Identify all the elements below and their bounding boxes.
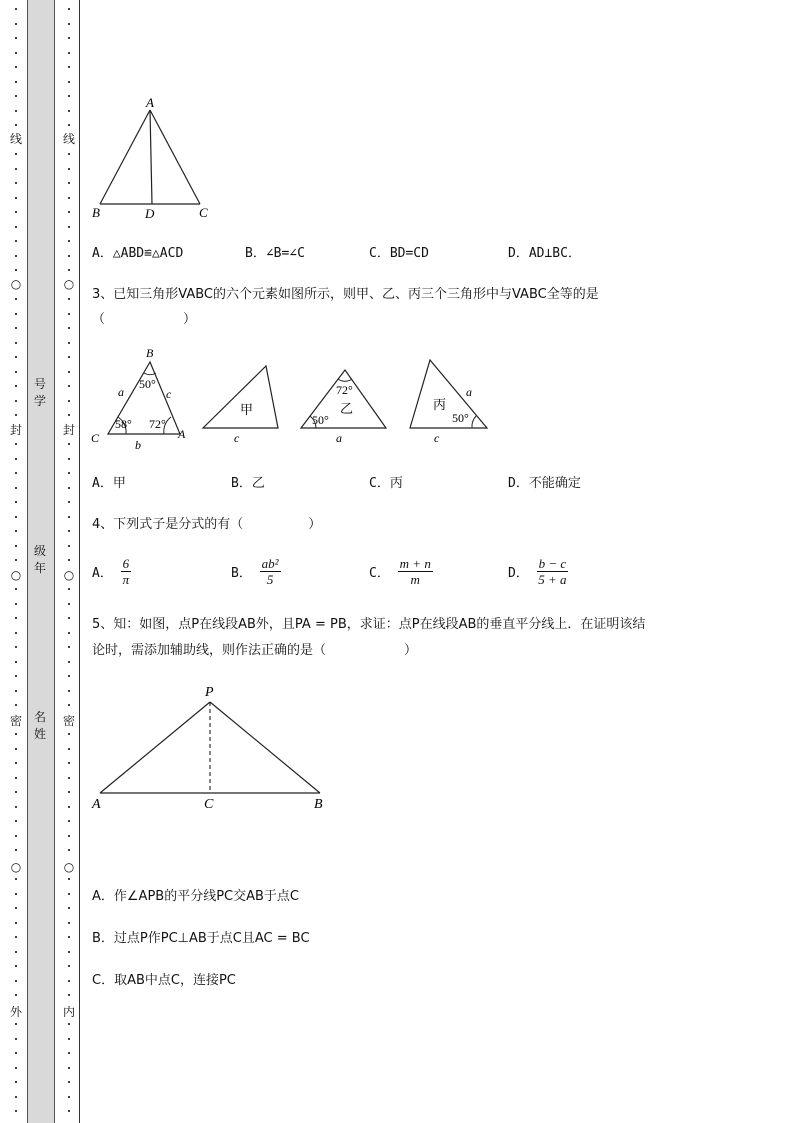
binding-dot — [68, 168, 70, 170]
binding-dot — [15, 385, 17, 387]
q3-stem-line2: （ ） — [92, 312, 197, 327]
binding-dot — [15, 458, 17, 460]
binding-dot — [15, 153, 17, 155]
binding-dot — [68, 124, 70, 126]
q3-option-b: B．乙 — [231, 476, 265, 491]
binding-dot — [15, 1081, 17, 1083]
binding-dot — [15, 704, 17, 706]
binding-dot — [15, 110, 17, 112]
inner-circle-2: ○ — [63, 568, 75, 582]
q4-option-c-label: C． — [369, 566, 390, 581]
q2-label-b: B — [92, 205, 100, 220]
binding-dot — [68, 356, 70, 358]
q2-option-d: D．AD⊥BC． — [508, 246, 581, 261]
q4-option-d — [508, 556, 568, 587]
binding-dot — [15, 603, 17, 605]
binding-dot — [15, 371, 17, 373]
binding-dot — [68, 313, 70, 315]
binding-dot — [68, 487, 70, 489]
binding-border-line — [79, 0, 80, 1123]
binding-dot — [68, 646, 70, 648]
q3-bing-side-c: c — [434, 431, 440, 445]
q4-option-a-numerator: 6 — [122, 556, 130, 571]
binding-dot — [68, 95, 70, 97]
binding-dot — [15, 878, 17, 880]
q4-option-a-fraction — [121, 556, 132, 587]
q5-option-c: C．取AB中点C，连接PC — [92, 973, 236, 988]
binding-dot — [68, 1096, 70, 1098]
q2-label-c: C — [199, 205, 208, 220]
q2-triangle-figure — [88, 92, 218, 222]
binding-dot — [15, 269, 17, 271]
binding-dot — [68, 226, 70, 228]
binding-dot — [68, 458, 70, 460]
outer-circle-2: ○ — [10, 568, 22, 582]
q3-jia-name: 甲 — [240, 402, 254, 417]
q4-option-d-label: D． — [508, 566, 529, 581]
binding-dot — [15, 1067, 17, 1069]
binding-dot — [15, 936, 17, 938]
binding-dot — [68, 994, 70, 996]
binding-dot — [15, 907, 17, 909]
inner-label-mi: 密 — [62, 714, 75, 728]
q4-option-a-label: A． — [92, 566, 113, 581]
q3-main-side-b: b — [135, 438, 141, 452]
binding-dot — [68, 545, 70, 547]
q3-main-label-c: C — [91, 431, 100, 445]
binding-dot — [15, 632, 17, 634]
q4-option-a — [92, 556, 131, 587]
q3-main-label-a: A — [178, 427, 186, 441]
binding-dot — [68, 559, 70, 561]
binding-dot — [15, 646, 17, 648]
q3-option-c: C．丙 — [369, 476, 403, 491]
binding-dot — [68, 530, 70, 532]
binding-dot — [15, 849, 17, 851]
outer-label-feng: 封 — [9, 423, 22, 437]
binding-dot — [68, 617, 70, 619]
binding-dot — [15, 400, 17, 402]
binding-dot — [68, 849, 70, 851]
q5-option-a: A．作∠APB的平分线PC交AB于点C — [92, 889, 300, 904]
binding-dot — [15, 327, 17, 329]
binding-dot — [15, 762, 17, 764]
q2-option-a: A．△ABD≌△ACD — [92, 246, 184, 261]
binding-dot — [15, 8, 17, 10]
binding-dot — [15, 182, 17, 184]
binding-dot — [68, 1081, 70, 1083]
binding-dot — [15, 356, 17, 358]
binding-dot — [15, 23, 17, 25]
binding-dot — [68, 936, 70, 938]
binding-dot — [68, 1110, 70, 1112]
binding-dot — [68, 197, 70, 199]
q2-label-d: D — [145, 206, 155, 221]
q3-main-side-a: a — [118, 385, 124, 399]
binding-dot — [68, 1052, 70, 1054]
binding-dot — [68, 922, 70, 924]
binding-dot — [15, 559, 17, 561]
binding-dot — [15, 733, 17, 735]
binding-dot — [15, 835, 17, 837]
binding-dot — [15, 893, 17, 895]
inner-circle-3: ○ — [63, 860, 75, 874]
binding-dot — [68, 951, 70, 953]
field-name: 名姓 — [33, 710, 46, 741]
binding-dot — [68, 472, 70, 474]
binding-dot — [15, 66, 17, 68]
binding-dot — [15, 1096, 17, 1098]
binding-dot — [68, 820, 70, 822]
q3-yi-name: 乙 — [340, 401, 354, 416]
outer-label-wai: 外 — [9, 1005, 22, 1019]
q5-label-c: C — [204, 797, 214, 812]
q3-main-side-c: c — [166, 387, 172, 401]
binding-dot — [15, 980, 17, 982]
binding-dot — [68, 777, 70, 779]
binding-dot — [15, 211, 17, 213]
inner-circle-1: ○ — [63, 277, 75, 291]
binding-dot — [68, 588, 70, 590]
binding-dot — [15, 472, 17, 474]
binding-dot — [68, 182, 70, 184]
binding-dot — [15, 545, 17, 547]
binding-dot — [68, 81, 70, 83]
q4-stem: 4、下列式子是分式的有（ ） — [92, 517, 322, 532]
inner-label-nei: 内 — [62, 1005, 75, 1019]
binding-dot — [68, 414, 70, 416]
binding-dot — [15, 255, 17, 257]
binding-dot — [68, 1067, 70, 1069]
outer-dotted-line — [13, 0, 19, 1123]
binding-dot — [15, 1038, 17, 1040]
binding-dot — [15, 124, 17, 126]
q5-triangle-figure — [88, 680, 338, 815]
q3-jia-side-c: c — [234, 431, 240, 445]
q5-option-b: B．过点P作PC⊥AB于点C且AC = BC — [92, 931, 310, 946]
q3-main-angle-b: 50° — [139, 377, 156, 391]
binding-dot — [15, 1052, 17, 1054]
binding-dot — [15, 994, 17, 996]
binding-dot — [68, 690, 70, 692]
binding-dot — [15, 197, 17, 199]
q3-main-angle-c: 58° — [115, 417, 132, 431]
binding-dot — [68, 52, 70, 54]
binding-dot — [68, 806, 70, 808]
q4-option-d-fraction — [537, 556, 569, 587]
binding-dot — [68, 748, 70, 750]
q4-option-b-label: B． — [231, 566, 252, 581]
binding-dot — [15, 675, 17, 677]
q5-stem-line1: 5、知：如图，点P在线段AB外，且PA = PB，求证：点P在线段AB的垂直平分线上．在证明该结 — [92, 617, 646, 632]
binding-dot — [15, 777, 17, 779]
binding-dot — [68, 37, 70, 39]
binding-dot — [15, 342, 17, 344]
binding-dot — [68, 240, 70, 242]
q4-option-a-denominator: π — [122, 572, 130, 587]
inner-label-xian: 线 — [62, 132, 75, 146]
binding-dot — [68, 269, 70, 271]
binding-dot — [68, 1038, 70, 1040]
q4-option-d-numerator: b − c — [538, 556, 567, 571]
binding-dot — [15, 1023, 17, 1025]
binding-dot — [15, 81, 17, 83]
binding-dot — [68, 878, 70, 880]
binding-dot — [15, 487, 17, 489]
binding-dot — [15, 820, 17, 822]
binding-dot — [15, 1110, 17, 1112]
binding-dot — [68, 965, 70, 967]
binding-dot — [15, 414, 17, 416]
binding-dot — [68, 385, 70, 387]
binding-dot — [68, 443, 70, 445]
q4-option-b — [231, 556, 281, 587]
q4-option-c-numerator: m + n — [399, 556, 431, 571]
q5-label-a: A — [92, 797, 101, 812]
binding-dot — [15, 791, 17, 793]
binding-dot — [15, 313, 17, 315]
outer-circle-3: ○ — [10, 860, 22, 874]
q2-label-a: A — [146, 95, 154, 110]
q4-option-b-denominator: 5 — [266, 572, 274, 587]
q3-triangles-figure — [88, 342, 498, 454]
binding-dot — [15, 806, 17, 808]
binding-dot — [68, 501, 70, 503]
binding-dot — [15, 168, 17, 170]
inner-label-feng: 封 — [62, 423, 75, 437]
q4-option-b-fraction — [260, 556, 281, 587]
q5-stem-line2: 论时，需添加辅助线，则作法正确的是（ ） — [92, 643, 418, 658]
binding-dot — [15, 443, 17, 445]
q3-bing-side-a: a — [466, 385, 472, 399]
q3-yi-left-angle: 50° — [312, 413, 329, 427]
binding-dot — [15, 951, 17, 953]
outer-label-xian: 线 — [9, 132, 22, 146]
binding-dot — [68, 791, 70, 793]
q4-option-c-fraction — [398, 556, 433, 587]
q4-option-c-denominator: m — [410, 572, 420, 587]
binding-dot — [68, 704, 70, 706]
q4-option-d-denominator: 5 + a — [538, 572, 567, 587]
binding-dot — [68, 110, 70, 112]
binding-dot — [68, 1023, 70, 1025]
binding-dot — [68, 153, 70, 155]
q5-label-b: B — [314, 797, 323, 812]
binding-dot — [15, 516, 17, 518]
binding-dot — [68, 255, 70, 257]
binding-dot — [15, 617, 17, 619]
q4-option-c — [369, 556, 433, 587]
binding-dot — [68, 733, 70, 735]
binding-dot — [68, 603, 70, 605]
binding-dot — [68, 661, 70, 663]
binding-dot — [68, 8, 70, 10]
binding-dot — [15, 588, 17, 590]
binding-dot — [68, 342, 70, 344]
binding-dot — [68, 298, 70, 300]
binding-dot — [15, 298, 17, 300]
binding-dot — [15, 52, 17, 54]
binding-dot — [68, 893, 70, 895]
field-student-number: 号学 — [33, 377, 46, 408]
binding-dot — [15, 37, 17, 39]
q3-bing-angle: 50° — [452, 411, 469, 425]
binding-dot — [15, 690, 17, 692]
binding-dot — [68, 835, 70, 837]
binding-dot — [15, 922, 17, 924]
q3-bing-name: 丙 — [433, 397, 447, 412]
binding-dot — [68, 907, 70, 909]
binding-dot — [68, 400, 70, 402]
binding-dot — [15, 501, 17, 503]
inner-dotted-line — [66, 0, 72, 1123]
binding-dot — [68, 516, 70, 518]
binding-dot — [15, 748, 17, 750]
q3-option-d: D．不能确定 — [508, 476, 581, 491]
q3-stem-line1: 3、已知三角形VABC的六个元素如图所示，则甲、乙、丙三个三角形中与VABC全等的是 — [92, 287, 599, 302]
binding-dot — [68, 23, 70, 25]
binding-dot — [15, 240, 17, 242]
q5-label-p: P — [205, 685, 214, 700]
binding-dot — [15, 226, 17, 228]
binding-dot — [68, 66, 70, 68]
binding-dot — [15, 530, 17, 532]
binding-dot — [68, 211, 70, 213]
q3-option-a: A．甲 — [92, 476, 126, 491]
outer-label-mi: 密 — [9, 714, 22, 728]
binding-dot — [68, 675, 70, 677]
binding-dot — [68, 762, 70, 764]
binding-dot — [68, 371, 70, 373]
q4-option-b-numerator: ab² — [261, 556, 279, 571]
outer-circle-1: ○ — [10, 277, 22, 291]
q3-yi-top-angle: 72° — [336, 383, 353, 397]
binding-dot — [15, 965, 17, 967]
binding-dot — [68, 327, 70, 329]
binding-dot — [15, 95, 17, 97]
q3-main-label-b: B — [146, 346, 154, 360]
field-class: 级年 — [33, 544, 46, 575]
q3-main-angle-a: 72° — [149, 417, 166, 431]
q3-yi-side-a: a — [336, 431, 342, 445]
q2-option-c: C．BD=CD — [369, 246, 429, 261]
binding-dot — [15, 661, 17, 663]
binding-dot — [68, 980, 70, 982]
binding-dot — [68, 632, 70, 634]
q2-option-b: B．∠B=∠C — [245, 246, 305, 261]
